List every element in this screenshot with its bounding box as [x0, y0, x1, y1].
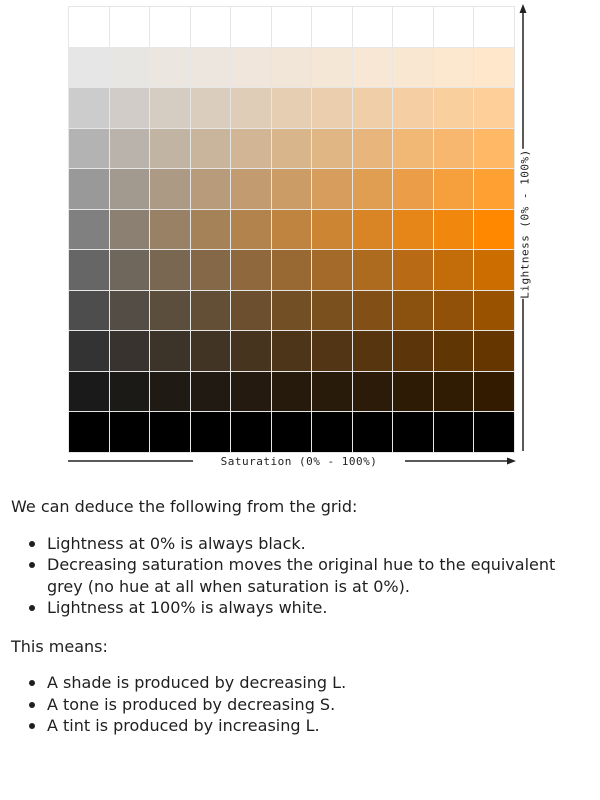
list-item: Decreasing saturation moves the original hue to the equivalent grey (no hue at all when saturation is at 0%).	[11, 554, 591, 597]
x-axis-arrowhead	[507, 458, 516, 465]
list-item: A tint is produced by increasing L.	[11, 715, 591, 737]
means-paragraph: This means:	[11, 636, 108, 656]
list-item: A tone is produced by decreasing S.	[11, 694, 591, 716]
x-axis-label: Saturation (0% - 100%)	[193, 455, 405, 468]
deductions-list	[11, 533, 591, 619]
y-axis-arrowhead	[520, 4, 527, 13]
explanation-text	[11, 496, 591, 737]
y-axis-label: Lightness (0% - 100%)	[518, 149, 532, 299]
list-item: Lightness at 100% is always white.	[11, 597, 591, 619]
intro-paragraph: We can deduce the following from the grid:	[11, 497, 358, 516]
list-item: Lightness at 0% is always black.	[11, 533, 591, 555]
list-item: A shade is produced by decreasing L.	[11, 672, 591, 694]
meanings-list	[11, 672, 591, 737]
